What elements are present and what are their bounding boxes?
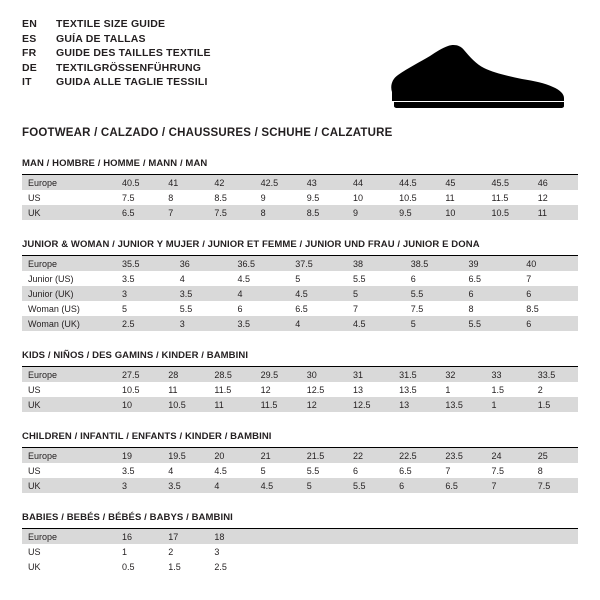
cell: 7.5 — [122, 192, 135, 203]
language-code: DE — [22, 61, 37, 74]
cell: 46 — [532, 175, 578, 190]
cell: 1.5 — [168, 561, 181, 572]
cell: 6 — [410, 273, 416, 284]
cell-empty — [439, 559, 485, 574]
table-row — [22, 463, 578, 478]
cell: 6.5 — [116, 205, 162, 220]
cell: 44.5 — [393, 175, 439, 190]
cell-empty — [439, 529, 485, 544]
language-title-list — [22, 18, 211, 91]
language-row — [22, 62, 211, 77]
cell-empty — [532, 544, 578, 559]
language-code: EN — [22, 18, 37, 30]
cell-empty — [486, 559, 532, 574]
cell: 8 — [255, 205, 301, 220]
cell: 3 — [214, 546, 220, 557]
cell-empty — [255, 529, 301, 544]
size-table-man — [22, 175, 578, 220]
language-code: IT — [22, 76, 32, 88]
cell-empty — [347, 529, 393, 544]
size-table-children — [22, 448, 578, 493]
cell: 3.5 — [162, 478, 208, 493]
cell: 8.5 — [214, 192, 227, 203]
cell-empty — [486, 544, 532, 559]
cell: 4.5 — [347, 316, 405, 331]
cell: 7 — [486, 478, 532, 493]
language-row — [22, 47, 211, 62]
cell: 13 — [393, 397, 439, 412]
language-code: ES — [22, 32, 37, 45]
cell: 35.5 — [116, 256, 174, 271]
cell: 13.5 — [399, 384, 417, 395]
language-row — [22, 33, 211, 48]
cell: 4.5 — [237, 273, 251, 284]
cell: 12 — [260, 384, 271, 395]
cell: 38.5 — [405, 256, 463, 271]
cell: 28 — [162, 367, 208, 382]
cell: 28.5 — [208, 367, 254, 382]
language-row — [22, 76, 211, 91]
cell: 22 — [347, 448, 393, 463]
cell: 5 — [295, 273, 301, 284]
section-children — [22, 431, 578, 493]
row-label: Europe — [22, 529, 116, 544]
cell: 10.5 — [162, 397, 208, 412]
cell-empty — [255, 544, 301, 559]
cell-empty — [255, 559, 301, 574]
section-kids — [22, 350, 578, 412]
row-label: Europe — [22, 256, 116, 271]
cell: 33.5 — [532, 367, 578, 382]
table-row — [22, 205, 578, 220]
cell: 1.5 — [532, 397, 578, 412]
cell: 6 — [237, 303, 243, 314]
cell: 31.5 — [393, 367, 439, 382]
cell: 8.5 — [301, 205, 347, 220]
cell: 11 — [168, 384, 178, 395]
cell: 38 — [347, 256, 405, 271]
table-row — [22, 382, 578, 397]
cell: 21.5 — [301, 448, 347, 463]
cell: 41 — [162, 175, 208, 190]
row-label: Junior (UK) — [22, 286, 116, 301]
cell: 45 — [439, 175, 485, 190]
row-label: Europe — [22, 448, 116, 463]
cell: 5 — [122, 303, 128, 314]
cell-empty — [393, 559, 439, 574]
cell: 6 — [393, 478, 439, 493]
row-label: US — [28, 192, 41, 203]
row-label: US — [28, 465, 41, 476]
cell: 11.5 — [491, 192, 509, 203]
table-row — [22, 316, 578, 331]
cell: 6 — [463, 286, 521, 301]
cell: 1.5 — [491, 384, 505, 395]
section-title: BABIES / BEBÉS / BÉBÉS / BABYS / BAMBINI — [22, 512, 578, 529]
cell: 7.5 — [410, 303, 424, 314]
cell: 22.5 — [393, 448, 439, 463]
row-label: Europe — [22, 367, 116, 382]
cell: 11 — [532, 205, 578, 220]
language-title: GUÍA DE TALLAS — [56, 32, 146, 45]
language-title: TEXTILE SIZE GUIDE — [56, 18, 166, 30]
size-table-babies — [22, 529, 578, 574]
cell: 7 — [162, 205, 208, 220]
cell: 2.5 — [214, 561, 227, 572]
cell: 40.5 — [116, 175, 162, 190]
cell: 17 — [162, 529, 208, 544]
cell: 3.5 — [174, 286, 232, 301]
cell: 12.5 — [306, 384, 325, 395]
cell: 10.5 — [122, 384, 140, 395]
cell: 36.5 — [232, 256, 290, 271]
cell: 5 — [301, 478, 347, 493]
cell: 3 — [174, 316, 232, 331]
cell: 11 — [445, 192, 455, 203]
table-row — [22, 175, 578, 190]
table-row — [22, 286, 578, 301]
cell: 29.5 — [255, 367, 301, 382]
cell: 11 — [208, 397, 254, 412]
language-title: GUIDE DES TAILLES TEXTILE — [56, 47, 211, 59]
cell: 6.5 — [439, 478, 485, 493]
cell: 39 — [463, 256, 521, 271]
cell: 6.5 — [468, 273, 482, 284]
cell: 42.5 — [255, 175, 301, 190]
page-title: FOOTWEAR / CALZADO / CHAUSSURES / SCHUHE / CALZATURE — [22, 127, 393, 139]
cell: 32 — [439, 367, 485, 382]
table-row — [22, 397, 578, 412]
section-man — [22, 158, 578, 220]
table-row — [22, 190, 578, 205]
row-label: US — [28, 384, 41, 395]
cell: 7.5 — [491, 465, 505, 476]
language-title-list-body — [22, 18, 211, 91]
cell: 3.5 — [122, 465, 135, 476]
cell: 7 — [445, 465, 451, 476]
section-babies — [22, 512, 578, 574]
cell: 19.5 — [162, 448, 208, 463]
cell-empty — [486, 529, 532, 544]
cell: 10.5 — [399, 192, 417, 203]
section-junior-woman — [22, 239, 578, 331]
cell: 9.5 — [306, 192, 320, 203]
cell-empty — [301, 544, 347, 559]
cell: 3 — [116, 286, 174, 301]
cell: 12 — [301, 397, 347, 412]
row-label: UK — [28, 561, 41, 572]
section-title: CHILDREN / INFANTIL / ENFANTS / KINDER / BAMBINI — [22, 431, 578, 448]
cell: 4 — [232, 286, 290, 301]
cell: 12.5 — [347, 397, 393, 412]
cell: 5.5 — [179, 303, 193, 314]
row-label: UK — [22, 205, 116, 220]
cell: 20 — [208, 448, 254, 463]
section-title: MAN / HOMBRE / HOMME / MANN / MAN — [22, 158, 578, 175]
cell: 8 — [468, 303, 474, 314]
table-row — [22, 478, 578, 493]
cell: 6 — [520, 286, 578, 301]
cell: 16 — [116, 529, 162, 544]
language-title: GUIDA ALLE TAGLIE TESSILI — [56, 76, 208, 88]
table-row — [22, 271, 578, 286]
size-table-junior-woman — [22, 256, 578, 331]
cell: 2 — [537, 384, 543, 395]
cell: 5.5 — [347, 478, 393, 493]
language-title: TEXTILGRÖSSENFÜHRUNG — [56, 61, 202, 74]
table-row — [22, 529, 578, 544]
cell-empty — [439, 544, 485, 559]
cell: 11.5 — [214, 384, 232, 395]
cell: 4.5 — [255, 478, 301, 493]
cell: 42 — [208, 175, 254, 190]
cell: 13.5 — [439, 397, 485, 412]
cell: 6 — [352, 465, 358, 476]
cell: 31 — [347, 367, 393, 382]
size-table-kids — [22, 367, 578, 412]
cell: 7.5 — [532, 478, 578, 493]
cell: 2 — [168, 546, 174, 557]
cell: 6.5 — [295, 303, 308, 314]
cell: 8 — [168, 192, 174, 203]
cell: 0.5 — [122, 561, 135, 572]
cell: 45.5 — [486, 175, 532, 190]
cell: 7 — [526, 273, 532, 284]
cell-empty — [393, 529, 439, 544]
cell: 10 — [352, 192, 363, 203]
cell: 24 — [486, 448, 532, 463]
cell: 4.5 — [214, 465, 227, 476]
cell: 23.5 — [439, 448, 485, 463]
table-row — [22, 367, 578, 382]
cell-empty — [347, 544, 393, 559]
cell-empty — [301, 529, 347, 544]
cell: 5 — [347, 286, 405, 301]
cell: 33 — [486, 367, 532, 382]
cell: 37.5 — [289, 256, 347, 271]
cell: 3.5 — [122, 273, 135, 284]
cell: 3.5 — [232, 316, 290, 331]
cell: 3 — [116, 478, 162, 493]
language-code: FR — [22, 47, 37, 59]
header — [22, 18, 578, 114]
cell: 9.5 — [393, 205, 439, 220]
cell: 5.5 — [306, 465, 320, 476]
cell: 6.5 — [399, 465, 412, 476]
cell: 4 — [168, 465, 174, 476]
cell: 5.5 — [463, 316, 521, 331]
cell: 10.5 — [486, 205, 532, 220]
cell-empty — [532, 559, 578, 574]
dress-shoe-icon — [382, 34, 572, 114]
cell: 21 — [255, 448, 301, 463]
cell: 1 — [486, 397, 532, 412]
cell: 4 — [179, 273, 185, 284]
cell: 36 — [174, 256, 232, 271]
row-label: UK — [22, 478, 116, 493]
language-row — [22, 18, 211, 33]
cell: 12 — [537, 192, 548, 203]
cell: 7.5 — [208, 205, 254, 220]
cell: 27.5 — [116, 367, 162, 382]
cell: 10 — [116, 397, 162, 412]
row-label: UK — [22, 397, 116, 412]
table-row — [22, 301, 578, 316]
cell: 40 — [520, 256, 578, 271]
cell: 13 — [352, 384, 363, 395]
cell: 19 — [116, 448, 162, 463]
cell: 1 — [445, 384, 451, 395]
cell-empty — [347, 559, 393, 574]
cell: 5.5 — [405, 286, 463, 301]
row-label: Europe — [22, 175, 116, 190]
cell-empty — [301, 559, 347, 574]
table-row — [22, 448, 578, 463]
cell: 4 — [289, 316, 347, 331]
row-label: Woman (US) — [28, 303, 80, 314]
table-row — [22, 256, 578, 271]
cell: 30 — [301, 367, 347, 382]
section-title: KIDS / NIÑOS / DES GAMINS / KINDER / BAMBINI — [22, 350, 578, 367]
cell: 10 — [439, 205, 485, 220]
cell: 2.5 — [116, 316, 174, 331]
table-row — [22, 559, 578, 574]
cell: 11.5 — [255, 397, 301, 412]
cell: 6 — [520, 316, 578, 331]
cell: 5.5 — [353, 273, 366, 284]
cell: 43 — [301, 175, 347, 190]
cell-empty — [393, 544, 439, 559]
row-label: US — [28, 546, 41, 557]
row-label: Woman (UK) — [22, 316, 116, 331]
row-label: Junior (US) — [28, 273, 74, 284]
cell: 9 — [260, 192, 266, 203]
cell: 18 — [208, 529, 254, 544]
cell: 7 — [353, 303, 359, 314]
cell-empty — [532, 529, 578, 544]
cell: 1 — [122, 546, 128, 557]
section-title: JUNIOR & WOMAN / JUNIOR Y MUJER / JUNIOR ET FEMME / JUNIOR UND FRAU / JUNIOR E DONA — [22, 239, 578, 256]
cell: 9 — [347, 205, 393, 220]
cell: 25 — [532, 448, 578, 463]
cell: 8 — [537, 465, 543, 476]
cell: 5 — [405, 316, 463, 331]
cell: 4 — [208, 478, 254, 493]
cell: 4.5 — [289, 286, 347, 301]
cell: 44 — [347, 175, 393, 190]
cell: 5 — [260, 465, 266, 476]
table-row — [22, 544, 578, 559]
cell: 8.5 — [526, 303, 539, 314]
